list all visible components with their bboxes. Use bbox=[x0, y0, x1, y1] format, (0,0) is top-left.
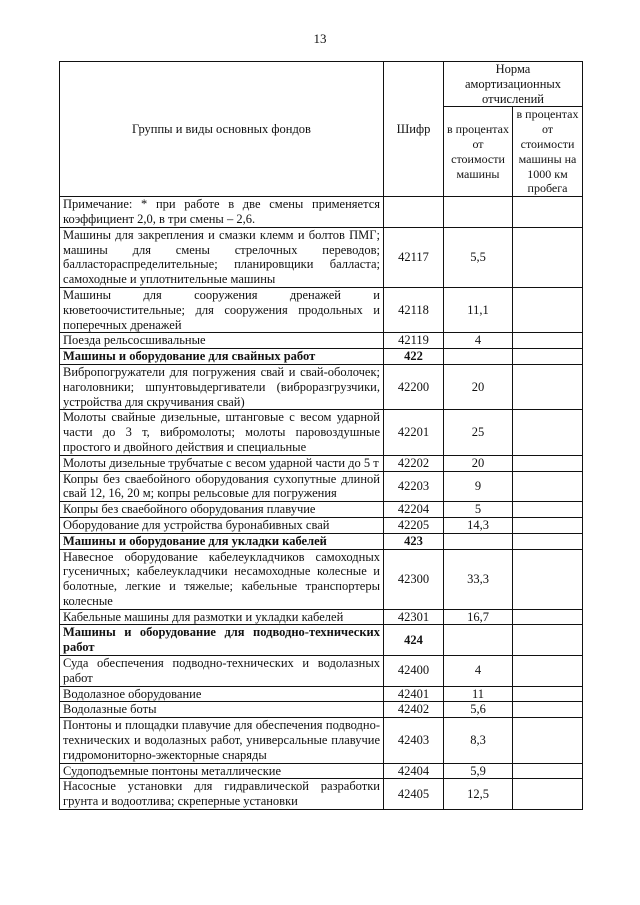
header-code: Шифр bbox=[384, 62, 444, 197]
cell-a: 8,3 bbox=[444, 718, 513, 763]
cell-code: 424 bbox=[384, 625, 444, 656]
cell-code: 42202 bbox=[384, 455, 444, 471]
cell-a bbox=[444, 197, 513, 228]
table-row bbox=[60, 197, 583, 228]
cell-code: 42204 bbox=[384, 502, 444, 518]
cell-a: 4 bbox=[444, 333, 513, 349]
cell-b bbox=[513, 287, 583, 332]
table-row bbox=[60, 549, 583, 609]
cell-code: 42118 bbox=[384, 287, 444, 332]
cell-a: 4 bbox=[444, 656, 513, 687]
cell-name: Молоты дизельные трубчатые с весом ударной части до 5 т bbox=[60, 455, 384, 471]
table-row bbox=[60, 471, 583, 502]
cell-code: 42201 bbox=[384, 410, 444, 455]
cell-a: 20 bbox=[444, 364, 513, 409]
cell-code: 42400 bbox=[384, 656, 444, 687]
group-row bbox=[60, 533, 583, 549]
cell-a: 11 bbox=[444, 686, 513, 702]
cell-name: Машины для сооружения дренажей и кюветоочистительные; для сооружения продольных и поперечных дренажей bbox=[60, 287, 384, 332]
cell-code: 42301 bbox=[384, 609, 444, 625]
cell-a: 14,3 bbox=[444, 517, 513, 533]
cell-name: Машины и оборудование для подводно-технических работ bbox=[60, 625, 384, 656]
cell-code: 42403 bbox=[384, 718, 444, 763]
cell-b bbox=[513, 455, 583, 471]
cell-a bbox=[444, 625, 513, 656]
cell-b bbox=[513, 502, 583, 518]
table-row bbox=[60, 609, 583, 625]
cell-code: 42405 bbox=[384, 779, 444, 810]
cell-a: 5,9 bbox=[444, 763, 513, 779]
cell-a bbox=[444, 349, 513, 365]
table-row bbox=[60, 227, 583, 287]
cell-b bbox=[513, 609, 583, 625]
cell-name: Водолазное оборудование bbox=[60, 686, 384, 702]
cell-b bbox=[513, 517, 583, 533]
table-row bbox=[60, 779, 583, 810]
table-row bbox=[60, 686, 583, 702]
cell-code: 42402 bbox=[384, 702, 444, 718]
table-body bbox=[60, 197, 583, 810]
cell-name: Водолазные боты bbox=[60, 702, 384, 718]
cell-code: 42404 bbox=[384, 763, 444, 779]
cell-b bbox=[513, 471, 583, 502]
cell-name: Насосные установки для гидравлической разработки грунта и водоотлива; скреперные установки bbox=[60, 779, 384, 810]
table-row bbox=[60, 287, 583, 332]
table-row bbox=[60, 502, 583, 518]
table-row bbox=[60, 763, 583, 779]
cell-a: 9 bbox=[444, 471, 513, 502]
cell-a: 12,5 bbox=[444, 779, 513, 810]
cell-b bbox=[513, 227, 583, 287]
cell-a: 5,5 bbox=[444, 227, 513, 287]
cell-name: Машины для закрепления и смазки клемм и болтов ПМГ; машины для смены стрелочных переводов; балластораспределительные; планировщики балласта; самоходные и уплотнительные машины bbox=[60, 227, 384, 287]
cell-b bbox=[513, 533, 583, 549]
cell-name: Машины и оборудование для укладки кабелей bbox=[60, 533, 384, 549]
cell-b bbox=[513, 625, 583, 656]
cell-code bbox=[384, 197, 444, 228]
cell-b bbox=[513, 779, 583, 810]
table-row bbox=[60, 410, 583, 455]
cell-name: Вибропогружатели для погружения свай и свай-оболочек; наголовники; шпунтовыдергиватели (виброразгрузчики, устройства для скручивания свай) bbox=[60, 364, 384, 409]
cell-code: 423 bbox=[384, 533, 444, 549]
cell-a bbox=[444, 533, 513, 549]
table-row bbox=[60, 333, 583, 349]
group-row bbox=[60, 625, 583, 656]
cell-name: Копры без сваебойного оборудования сухопутные длиной свай 12, 16, 20 м; копры рельсовые для погружения bbox=[60, 471, 384, 502]
cell-b bbox=[513, 333, 583, 349]
cell-code: 422 bbox=[384, 349, 444, 365]
cell-name: Примечание: * при работе в две смены применяется коэффициент 2,0, в три смены – 2,6. bbox=[60, 197, 384, 228]
cell-code: 42401 bbox=[384, 686, 444, 702]
group-row bbox=[60, 349, 583, 365]
cell-a: 25 bbox=[444, 410, 513, 455]
cell-b bbox=[513, 549, 583, 609]
table-row bbox=[60, 455, 583, 471]
table-row bbox=[60, 517, 583, 533]
header-group-name: Группы и виды основных фондов bbox=[60, 62, 384, 197]
cell-code: 42205 bbox=[384, 517, 444, 533]
table-row bbox=[60, 656, 583, 687]
cell-name: Навесное оборудование кабелеукладчиков самоходных гусеничных; кабелеукладчики несамоходные колесные и болотные, легкие и тяжелые; кабельные транспортеры колесные bbox=[60, 549, 384, 609]
cell-b bbox=[513, 763, 583, 779]
cell-name: Суда обеспечения подводно-технических и водолазных работ bbox=[60, 656, 384, 687]
cell-a: 11,1 bbox=[444, 287, 513, 332]
header-percent-cost: в процентах от стоимости машины bbox=[444, 107, 513, 197]
cell-b bbox=[513, 197, 583, 228]
cell-code: 42300 bbox=[384, 549, 444, 609]
cell-name: Поезда рельсосшивальные bbox=[60, 333, 384, 349]
cell-a: 33,3 bbox=[444, 549, 513, 609]
cell-name: Кабельные машины для размотки и укладки кабелей bbox=[60, 609, 384, 625]
cell-b bbox=[513, 364, 583, 409]
header-norm: Норма амортизационных отчислений bbox=[444, 62, 583, 107]
cell-b bbox=[513, 718, 583, 763]
cell-name: Молоты свайные дизельные, штанговые с весом ударной части до 3 т, вибромолоты; молоты паровоздушные простого и двойного действия и специальные bbox=[60, 410, 384, 455]
cell-name: Машины и оборудование для свайных работ bbox=[60, 349, 384, 365]
cell-code: 42119 bbox=[384, 333, 444, 349]
cell-a: 16,7 bbox=[444, 609, 513, 625]
cell-b bbox=[513, 349, 583, 365]
cell-b bbox=[513, 702, 583, 718]
cell-name: Копры без сваебойного оборудования плавучие bbox=[60, 502, 384, 518]
cell-b bbox=[513, 656, 583, 687]
cell-b bbox=[513, 410, 583, 455]
cell-name: Судоподъемные понтоны металлические bbox=[60, 763, 384, 779]
cell-a: 20 bbox=[444, 455, 513, 471]
cell-code: 42203 bbox=[384, 471, 444, 502]
cell-code: 42117 bbox=[384, 227, 444, 287]
table-row bbox=[60, 702, 583, 718]
cell-a: 5,6 bbox=[444, 702, 513, 718]
page-number: 13 bbox=[313, 31, 327, 46]
table-row bbox=[60, 718, 583, 763]
cell-b bbox=[513, 686, 583, 702]
cell-a: 5 bbox=[444, 502, 513, 518]
header-percent-1000km: в процентах от стоимости машины на 1000 км пробега bbox=[513, 107, 583, 197]
cell-name: Понтоны и площадки плавучие для обеспечения подводно-технических и водолазных работ, универсальные плавучие гидромониторно-эжекторные снаряды bbox=[60, 718, 384, 763]
cell-code: 42200 bbox=[384, 364, 444, 409]
cell-name: Оборудование для устройства буронабивных свай bbox=[60, 517, 384, 533]
table-row bbox=[60, 364, 583, 409]
depreciation-table bbox=[59, 61, 583, 810]
